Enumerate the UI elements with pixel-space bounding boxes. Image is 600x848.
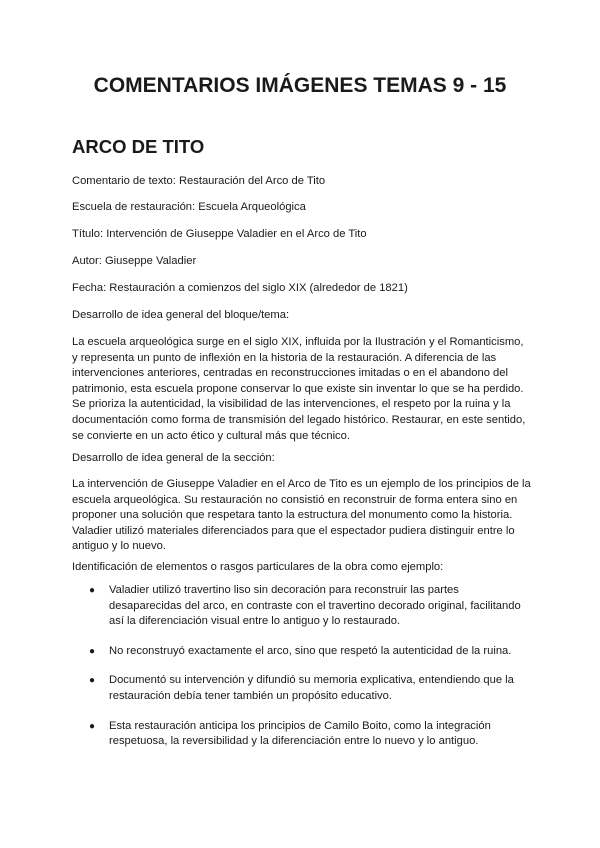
section-title: ARCO DE TITO [72,136,205,157]
bloque-paragraph: La escuela arqueológica surge en el siglo XIX, influida por la Ilustración y el Romanticismo, y representa un punto de inflexión en la historia de la restauración. A diferencia de las intervenciones anteriores, centradas en reconstrucciones imitadas o en el abandono del patrimonio, esta escuela propone conservar lo que existe sin inventar lo que se ha perdido. Se prioriza la autenticidad, la visibilidad de las intervenciones, el respeto por la ruina y la documentación como forma de transmisión del legado histórico. Restaurar, en este sentido, se convierte en un acto ético y cultural más que técnico. [72,336,526,442]
field-escuela: Escuela de restauración: Escuela Arqueológica [72,201,306,213]
field-titulo: Título: Intervención de Giuseppe Valadier en el Arco de Tito [72,228,367,240]
bloque-heading: Desarrollo de idea general del bloque/tema: [72,309,290,321]
list-item-text: Esta restauración anticipa los principios de Camilo Boito, como la integración respetuosa, la reversibilidad y la diferenciación entre lo nuevo y lo antiguo. [109,719,491,748]
list-item [72,583,532,630]
seccion-paragraph: La intervención de Giuseppe Valadier en el Arco de Tito es un ejemplo de los principios de la escuela arqueológica. Su restauración no consistió en reconstruir de forma entera sino en proponer una solución que respetara tanto la estructura del monumento como la historia. Valadier utilizó materiales diferenciados para que el espectador pudiera distinguir entre lo antiguo y lo nuevo. [72,478,531,553]
field-comentario: Comentario de texto: Restauración del Arco de Tito [72,175,326,187]
list-item-text: Valadier utilizó travertino liso sin decoración para reconstruir las partes desaparecidas del arco, en contraste con el travertino decorado original, facilitando así la diferenciación visual entre lo antiguo y lo restaurado. [109,584,521,628]
bullet-list [72,583,532,764]
identificacion-heading: Identificación de elementos o rasgos particulares de la obra como ejemplo: [72,561,444,573]
bullet-icon: ● [89,720,96,732]
seccion-heading: Desarrollo de idea general de la sección: [72,452,275,464]
list-item [72,673,532,704]
list-item [72,719,532,750]
bullet-icon: ● [89,675,96,687]
bullet-icon: ● [89,645,96,657]
bullet-icon: ● [89,585,96,596]
document-title: COMENTARIOS IMÁGENES TEMAS 9 - 15 [93,74,507,97]
list-item [72,644,532,660]
list-item-text: Documentó su intervención y difundió su memoria explicativa, entendiendo que la restauración debía tener también un propósito educativo. [109,674,514,702]
field-fecha: Fecha: Restauración a comienzos del siglo XIX (alrededor de 1821) [72,282,408,294]
field-autor: Autor: Giuseppe Valadier [72,255,197,267]
list-item-text: No reconstruyó exactamente el arco, sino que respetó la autenticidad de la ruina. [109,644,512,657]
